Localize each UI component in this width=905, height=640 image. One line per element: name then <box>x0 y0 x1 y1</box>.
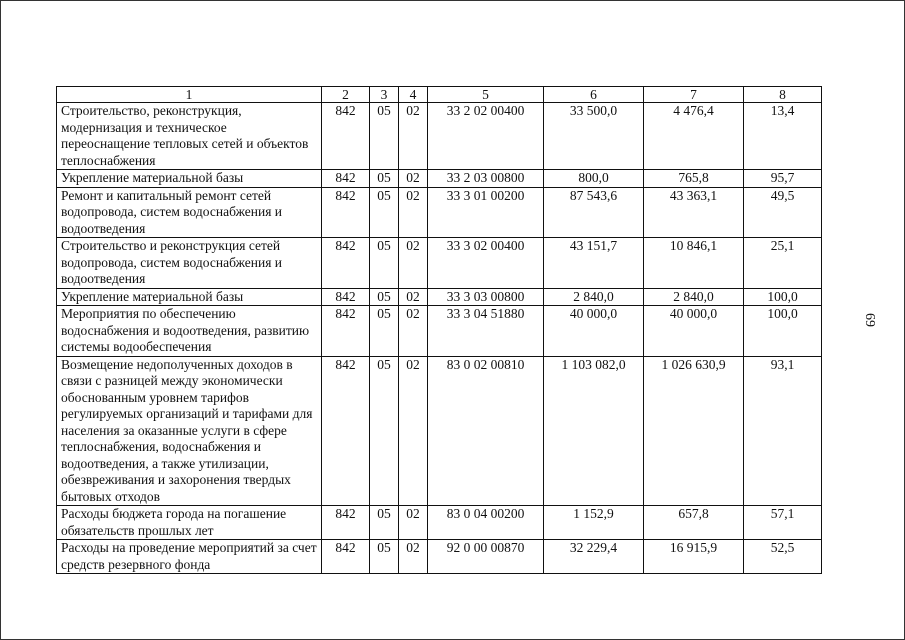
table-row <box>57 356 822 506</box>
header-cell: 6 <box>544 87 644 103</box>
row-col-7: 765,8 <box>644 170 744 188</box>
row-col-3: 05 <box>370 288 399 306</box>
row-col-8: 52,5 <box>744 540 822 574</box>
row-col-2: 842 <box>322 238 370 289</box>
row-col-6: 2 840,0 <box>544 288 644 306</box>
row-name: Строительство, реконструкция, модернизация и техническое переоснащение тепловых сетей и объектов теплоснабжения <box>57 103 322 170</box>
row-name: Расходы бюджета города на погашение обязательств прошлых лет <box>57 506 322 540</box>
row-col-5: 33 3 02 00400 <box>428 238 544 289</box>
row-col-7: 4 476,4 <box>644 103 744 170</box>
row-col-2: 842 <box>322 170 370 188</box>
row-col-2: 842 <box>322 103 370 170</box>
row-col-8: 13,4 <box>744 103 822 170</box>
row-col-8: 100,0 <box>744 306 822 357</box>
row-col-3: 05 <box>370 103 399 170</box>
row-col-2: 842 <box>322 540 370 574</box>
row-col-3: 05 <box>370 506 399 540</box>
row-col-5: 83 0 02 00810 <box>428 356 544 506</box>
table-row <box>57 170 822 188</box>
row-name: Укрепление материальной базы <box>57 288 322 306</box>
row-name: Возмещение недополученных доходов в связи с разницей между экономически обоснованным уровнем тарифов регулируемых организаций и тарифами для населения за оказанные услуги в сфере теплоснабжения, водоснабжения и водоотведения, а также утилизации, обезвреживания и захоронения твердых бытовых отходов <box>57 356 322 506</box>
row-col-2: 842 <box>322 187 370 238</box>
row-col-4: 02 <box>399 306 428 357</box>
row-name: Ремонт и капитальный ремонт сетей водопровода, систем водоснабжения и водоотведения <box>57 187 322 238</box>
row-col-3: 05 <box>370 356 399 506</box>
row-col-7: 1 026 630,9 <box>644 356 744 506</box>
row-col-6: 33 500,0 <box>544 103 644 170</box>
row-col-3: 05 <box>370 540 399 574</box>
row-col-7: 40 000,0 <box>644 306 744 357</box>
row-col-6: 43 151,7 <box>544 238 644 289</box>
header-cell: 8 <box>744 87 822 103</box>
row-name: Строительство и реконструкция сетей водопровода, систем водоснабжения и водоотведения <box>57 238 322 289</box>
row-col-7: 43 363,1 <box>644 187 744 238</box>
row-col-5: 92 0 00 00870 <box>428 540 544 574</box>
row-col-5: 33 3 04 51880 <box>428 306 544 357</box>
table-row <box>57 540 822 574</box>
table-row <box>57 288 822 306</box>
row-col-6: 32 229,4 <box>544 540 644 574</box>
row-col-5: 33 2 02 00400 <box>428 103 544 170</box>
row-col-5: 83 0 04 00200 <box>428 506 544 540</box>
row-col-8: 93,1 <box>744 356 822 506</box>
row-col-2: 842 <box>322 506 370 540</box>
row-col-7: 657,8 <box>644 506 744 540</box>
header-cell: 2 <box>322 87 370 103</box>
row-col-8: 49,5 <box>744 187 822 238</box>
row-col-6: 87 543,6 <box>544 187 644 238</box>
header-cell: 5 <box>428 87 544 103</box>
table-row <box>57 187 822 238</box>
row-col-4: 02 <box>399 540 428 574</box>
row-col-4: 02 <box>399 103 428 170</box>
row-col-3: 05 <box>370 170 399 188</box>
row-col-8: 95,7 <box>744 170 822 188</box>
row-name: Укрепление материальной базы <box>57 170 322 188</box>
row-col-6: 800,0 <box>544 170 644 188</box>
row-col-3: 05 <box>370 306 399 357</box>
row-col-4: 02 <box>399 288 428 306</box>
row-col-4: 02 <box>399 356 428 506</box>
row-col-8: 100,0 <box>744 288 822 306</box>
row-col-5: 33 3 01 00200 <box>428 187 544 238</box>
row-col-8: 57,1 <box>744 506 822 540</box>
header-cell: 3 <box>370 87 399 103</box>
row-col-4: 02 <box>399 506 428 540</box>
row-col-3: 05 <box>370 187 399 238</box>
row-col-7: 10 846,1 <box>644 238 744 289</box>
row-col-5: 33 3 03 00800 <box>428 288 544 306</box>
budget-table <box>56 86 822 574</box>
row-col-2: 842 <box>322 356 370 506</box>
header-cell: 1 <box>57 87 322 103</box>
row-col-6: 40 000,0 <box>544 306 644 357</box>
table-row <box>57 506 822 540</box>
table-row <box>57 306 822 357</box>
header-cell: 4 <box>399 87 428 103</box>
row-col-8: 25,1 <box>744 238 822 289</box>
header-row <box>57 87 822 103</box>
row-col-7: 2 840,0 <box>644 288 744 306</box>
page-number: 69 <box>862 313 877 327</box>
row-col-7: 16 915,9 <box>644 540 744 574</box>
row-name: Расходы на проведение мероприятий за счет средств резервного фонда <box>57 540 322 574</box>
row-name: Мероприятия по обеспечению водоснабжения и водоотведения, развитию системы водообеспечения <box>57 306 322 357</box>
row-col-4: 02 <box>399 238 428 289</box>
row-col-3: 05 <box>370 238 399 289</box>
row-col-2: 842 <box>322 306 370 357</box>
row-col-2: 842 <box>322 288 370 306</box>
header-cell: 7 <box>644 87 744 103</box>
row-col-5: 33 2 03 00800 <box>428 170 544 188</box>
table-row <box>57 238 822 289</box>
row-col-4: 02 <box>399 187 428 238</box>
row-col-6: 1 152,9 <box>544 506 644 540</box>
table-row <box>57 103 822 170</box>
row-col-4: 02 <box>399 170 428 188</box>
row-col-6: 1 103 082,0 <box>544 356 644 506</box>
